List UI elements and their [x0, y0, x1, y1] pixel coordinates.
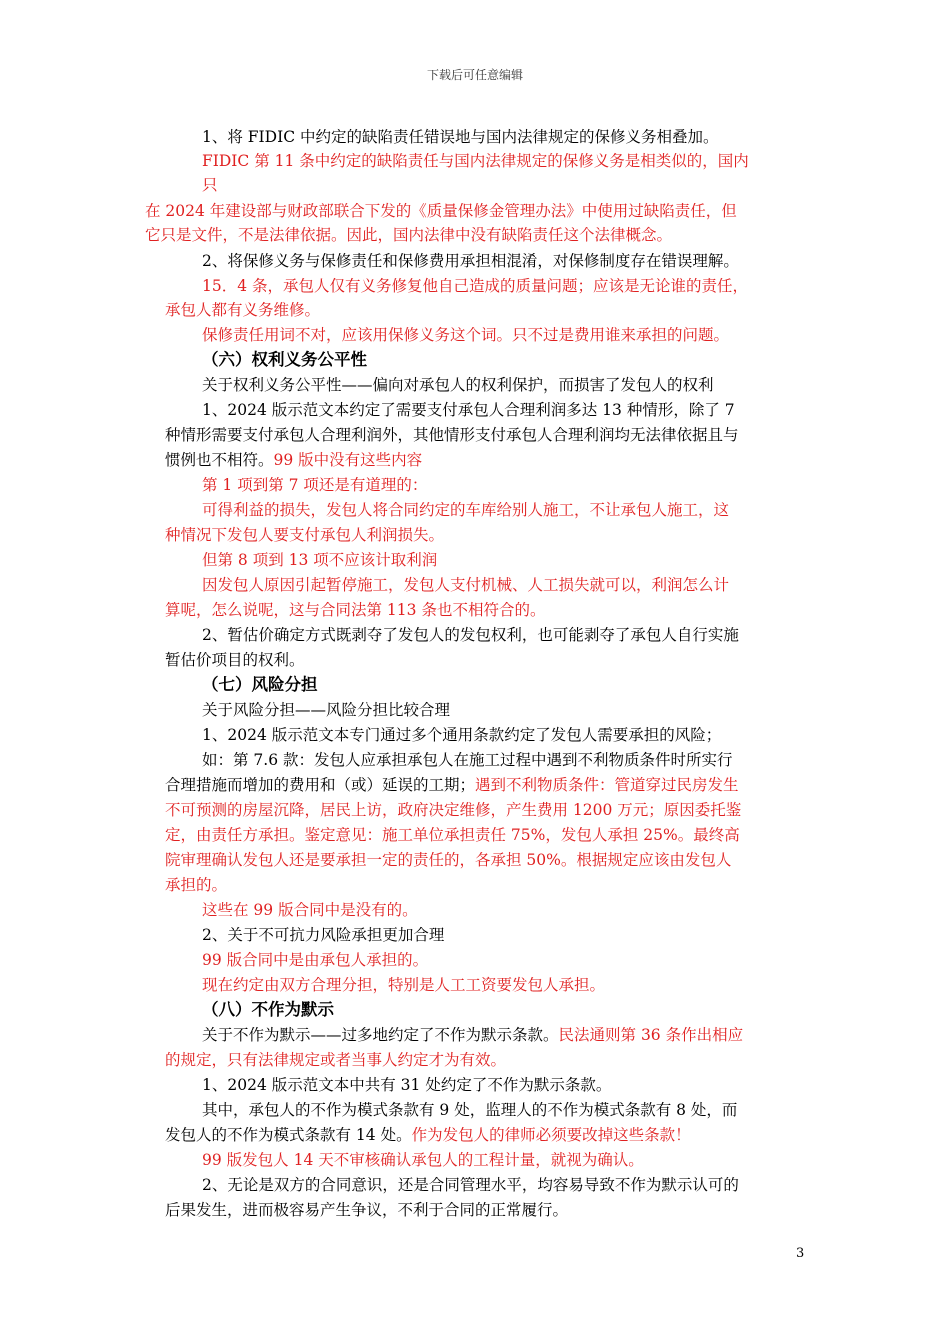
section-heading: （六）权利义务公平性 [202, 350, 367, 369]
paragraph-line: FIDIC 第 11 条中约定的缺陷责任与国内法律规定的保修义务是相类似的，国内 [202, 152, 749, 170]
paragraph-line: 关于不作为默示——过多地约定了不作为默示条款。民法通则第 36 条作出相应 [202, 1026, 744, 1044]
paragraph-line: 现在约定由双方合理分担，特别是人工工资要发包人承担。 [202, 976, 606, 994]
paragraph-line: 2、将保修义务与保修责任和保修费用承担相混淆，对保修制度存在错误理解。 [202, 252, 739, 270]
paragraph-line: 算呢，怎么说呢，这与合同法第 113 条也不相符合的。 [165, 601, 546, 619]
paragraph-line: 关于权利义务公平性——偏向对承包人的权利保护，而损害了发包人的权利 [202, 376, 714, 394]
paragraph-line: 承包人都有义务维修。 [165, 301, 321, 319]
paragraph-line: 99 版发包人 14 天不审核确认承包人的工程计量，就视为确认。 [202, 1151, 644, 1169]
paragraph-line: 如：第 7.6 款：发包人应承担承包人在施工过程中遇到不利物质条件时所实行 [202, 751, 733, 769]
paragraph-line: 这些在 99 版合同中是没有的。 [202, 901, 418, 919]
paragraph-line: 它只是文件，不是法律依据。因此，国内法律中没有缺陷责任这个法律概念。 [145, 226, 673, 244]
paragraph-line: 第 1 项到第 7 项还是有道理的： [202, 476, 428, 494]
paragraph-line: 不可预测的房屋沉降，居民上访，政府决定维修，产生费用 1200 万元；原因委托鉴 [165, 801, 742, 819]
paragraph-line: 2、无论是双方的合同意识，还是合同管理水平，均容易导致不作为默示认可的 [202, 1176, 739, 1194]
paragraph-line: 发包人的不作为模式条款有 14 处。作为发包人的律师必须要改掉这些条款！ [165, 1126, 691, 1144]
paragraph-line: 15．4 条，承包人仅有义务修复他自己造成的质量问题；应该是无论谁的责任， [202, 277, 749, 295]
paragraph-line: 1、2024 版示范文本约定了需要支付承包人合理利润多达 13 种情形，除了 7 [202, 401, 735, 419]
paragraph-line: 99 版合同中是由承包人承担的。 [202, 951, 429, 969]
paragraph-line: 关于风险分担——风险分担比较合理 [202, 701, 451, 719]
paragraph-line: 只 [202, 176, 218, 194]
paragraph-line: 合理措施而增加的费用和（或）延误的工期；遇到不利物质条件：管道穿过民房发生 [165, 776, 739, 794]
paragraph-line: 2、关于不可抗力风险承担更加合理 [202, 926, 445, 944]
page-number: 3 [796, 1246, 805, 1261]
section-heading: （八）不作为默示 [202, 1000, 334, 1019]
paragraph-line: 院审理确认发包人还是要承担一定的责任的，各承担 50%。根据规定应该由发包人 [165, 851, 732, 869]
paragraph-line: 保修责任用词不对，应该用保修义务这个词。只不过是费用谁来承担的问题。 [202, 326, 730, 344]
paragraph-line: 2、暂估价确定方式既剥夺了发包人的发包权利，也可能剥夺了承包人自行实施 [202, 626, 739, 644]
paragraph-line: 可得利益的损失，发包人将合同约定的车库给别人施工，不让承包人施工，这 [202, 501, 730, 519]
paragraph-line: 后果发生，进而极容易产生争议，不利于合同的正常履行。 [165, 1201, 569, 1219]
paragraph-line: 在 2024 年建设部与财政部联合下发的《质量保修金管理办法》中使用过缺陷责任，但 [145, 202, 737, 220]
page-header: 下载后可任意编辑 [426, 68, 523, 82]
paragraph-line: 的规定，只有法律规定或者当事人约定才为有效。 [165, 1051, 507, 1069]
paragraph-line: 惯例也不相符。99 版中没有这些内容 [165, 451, 423, 469]
paragraph-line: 其中，承包人的不作为模式条款有 9 处，监理人的不作为模式条款有 8 处，而 [202, 1101, 738, 1119]
paragraph-line: 种情况下发包人要支付承包人利润损失。 [165, 526, 445, 544]
paragraph-line: 1、2024 版示范文本专门通过多个通用条款约定了发包人需要承担的风险； [202, 726, 722, 744]
section-heading: （七）风险分担 [202, 675, 318, 694]
paragraph-line: 因发包人原因引起暂停施工，发包人支付机械、人工损失就可以，利润怎么计 [202, 576, 730, 594]
paragraph-line: 种情形需要支付承包人合理利润外，其他情形支付承包人合理利润均无法律依据且与 [165, 426, 739, 444]
paragraph-line: 承担的。 [165, 876, 228, 894]
paragraph-line: 1、2024 版示范文本中共有 31 处约定了不作为默示条款。 [202, 1076, 612, 1094]
paragraph-line: 但第 8 项到 13 项不应该计取利润 [202, 551, 438, 569]
paragraph-line: 1、将 FIDIC 中约定的缺陷责任错误地与国内法律规定的保修义务相叠加。 [202, 128, 719, 146]
paragraph-line: 暂估价项目的权利。 [165, 651, 305, 669]
paragraph-line: 定，由责任方承担。鉴定意见：施工单位承担责任 75%，发包人承担 25%。最终高 [165, 826, 740, 844]
